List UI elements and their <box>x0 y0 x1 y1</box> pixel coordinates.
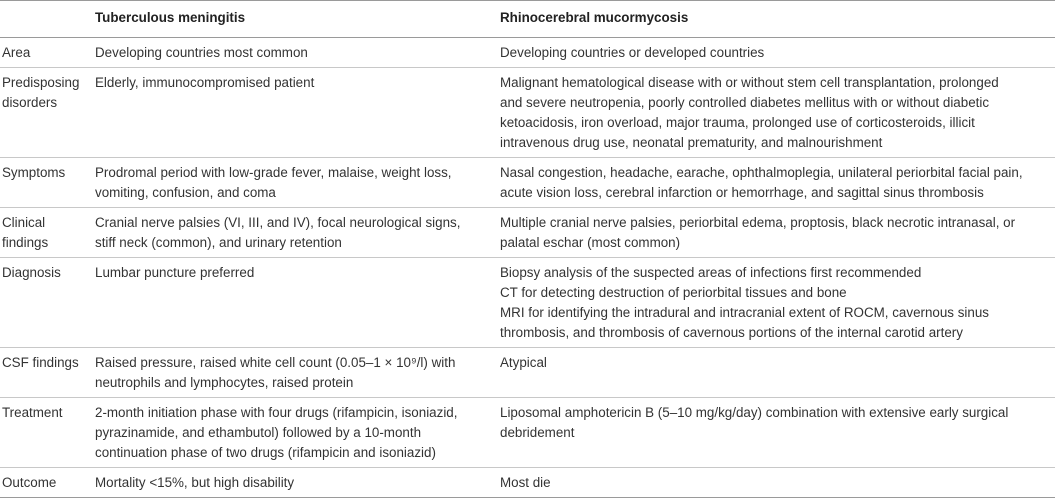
rhinocerebral-mucormycosis-cell <box>498 258 1055 348</box>
cell-text-line: disorders <box>2 95 58 110</box>
rhinocerebral-mucormycosis-cell <box>498 68 1055 158</box>
row-label <box>0 208 93 258</box>
cell-text-line: acute vision loss, cerebral infarction or hemorrhage, and sagittal sinus thrombosis <box>500 185 984 200</box>
cell-text-line: Outcome <box>2 475 57 490</box>
rhinocerebral-mucormycosis-cell <box>498 158 1055 208</box>
cell-text-line: CSF findings <box>2 355 79 370</box>
header-cell-rhinocerebral-mucormycosis: Rhinocerebral mucormycosis <box>500 10 689 25</box>
header-cell-tuberculous-meningitis: Tuberculous meningitis <box>95 10 246 25</box>
row-label <box>0 398 93 468</box>
table-row-symptoms <box>0 158 1055 208</box>
table-body <box>0 38 1055 498</box>
cell-text-line: Nasal congestion, headache, earache, ophthalmoplegia, unilateral periorbital facial pain, <box>500 165 1023 180</box>
cell-text-line: MRI for identifying the intradural and intracranial extent of ROCM, cavernous sinus <box>500 305 989 320</box>
row-label <box>0 158 93 208</box>
table-row-outcome <box>0 468 1055 498</box>
rhinocerebral-mucormycosis-cell <box>498 38 1055 68</box>
table-row-treatment <box>0 398 1055 468</box>
cell-text-line: vomiting, confusion, and coma <box>95 185 276 200</box>
rhinocerebral-mucormycosis-cell <box>498 468 1055 498</box>
table-row-diagnosis <box>0 258 1055 348</box>
row-label <box>0 348 93 398</box>
cell-text-line: Most die <box>500 475 551 490</box>
tuberculous-meningitis-cell <box>93 468 498 498</box>
cell-text-line: findings <box>2 235 49 250</box>
tuberculous-meningitis-cell <box>93 208 498 258</box>
cell-text-line: continuation phase of two drugs (rifampicin and isoniazid) <box>95 445 436 460</box>
cell-text-line: Malignant hematological disease with or without stem cell transplantation, prolonged <box>500 75 999 90</box>
rhinocerebral-mucormycosis-cell <box>498 398 1055 468</box>
tuberculous-meningitis-cell <box>93 398 498 468</box>
row-label <box>0 68 93 158</box>
cell-text-line: Elderly, immunocompromised patient <box>95 75 315 90</box>
cell-text-line: Mortality <15%, but high disability <box>95 475 295 490</box>
row-label <box>0 468 93 498</box>
tuberculous-meningitis-cell <box>93 258 498 348</box>
cell-text-line: debridement <box>500 425 575 440</box>
cell-text-line: 2-month initiation phase with four drugs (rifampicin, isoniazid, <box>95 405 458 420</box>
cell-text-line: and severe neutropenia, poorly controlled diabetes mellitus with or without diabetic <box>500 95 990 110</box>
cell-text-line: Symptoms <box>2 165 66 180</box>
tuberculous-meningitis-cell <box>93 68 498 158</box>
cell-text-line: pyrazinamide, and ethambutol) followed by a 10-month <box>95 425 422 440</box>
cell-text-line: Lumbar puncture preferred <box>95 265 255 280</box>
table-row-predisposing-disorders <box>0 68 1055 158</box>
cell-text-line: Treatment <box>2 405 63 420</box>
cell-text-line: Predisposing <box>2 75 80 90</box>
tuberculous-meningitis-cell <box>93 348 498 398</box>
cell-text-line: ketoacidosis, iron overload, major trauma, prolonged use of corticosteroids, illicit <box>500 115 975 130</box>
table-row-csf-findings <box>0 348 1055 398</box>
rhinocerebral-mucormycosis-cell <box>498 208 1055 258</box>
cell-text-line: Clinical <box>2 215 46 230</box>
cell-text-line: Diagnosis <box>2 265 61 280</box>
cell-text-line: Prodromal period with low-grade fever, malaise, weight loss, <box>95 165 452 180</box>
row-label <box>0 38 93 68</box>
cell-text-line: Developing countries or developed countries <box>500 45 765 60</box>
cell-text-line: thrombosis, and thrombosis of cavernous portions of the internal carotid artery <box>500 325 963 340</box>
cell-text-line: Atypical <box>500 355 547 370</box>
cell-text-line: Developing countries most common <box>95 45 308 60</box>
table-header <box>0 1 1055 38</box>
cell-text-line: Area <box>2 45 31 60</box>
cell-text-line: Cranial nerve palsies (VI, III, and IV), focal neurological signs, <box>95 215 461 230</box>
table-row-clinical-findings <box>0 208 1055 258</box>
cell-text-line: intravenous drug use, neonatal prematurity, and malnourishment <box>500 135 883 150</box>
header-cell-feature <box>0 1 93 38</box>
header-row <box>0 1 1055 38</box>
cell-text-line: CT for detecting destruction of periorbital tissues and bone <box>500 285 847 300</box>
table-row-area <box>0 38 1055 68</box>
cell-text-line: Raised pressure, raised white cell count (0.05–1 × 10⁹/l) with <box>95 355 456 370</box>
cell-text-line: Biopsy analysis of the suspected areas of infections first recommended <box>500 265 922 280</box>
tuberculous-meningitis-cell <box>93 38 498 68</box>
cell-text-line: Liposomal amphotericin B (5–10 mg/kg/day) combination with extensive early surgical <box>500 405 1009 420</box>
cell-text-line: stiff neck (common), and urinary retention <box>95 235 342 250</box>
cell-text-line: palatal eschar (most common) <box>500 235 681 250</box>
rhinocerebral-mucormycosis-cell <box>498 348 1055 398</box>
cell-text-line: neutrophils and lymphocytes, raised protein <box>95 375 354 390</box>
cell-text-line: Multiple cranial nerve palsies, periorbital edema, proptosis, black necrotic intranasal, or <box>500 215 1016 230</box>
row-label <box>0 258 93 348</box>
tuberculous-meningitis-cell <box>93 158 498 208</box>
